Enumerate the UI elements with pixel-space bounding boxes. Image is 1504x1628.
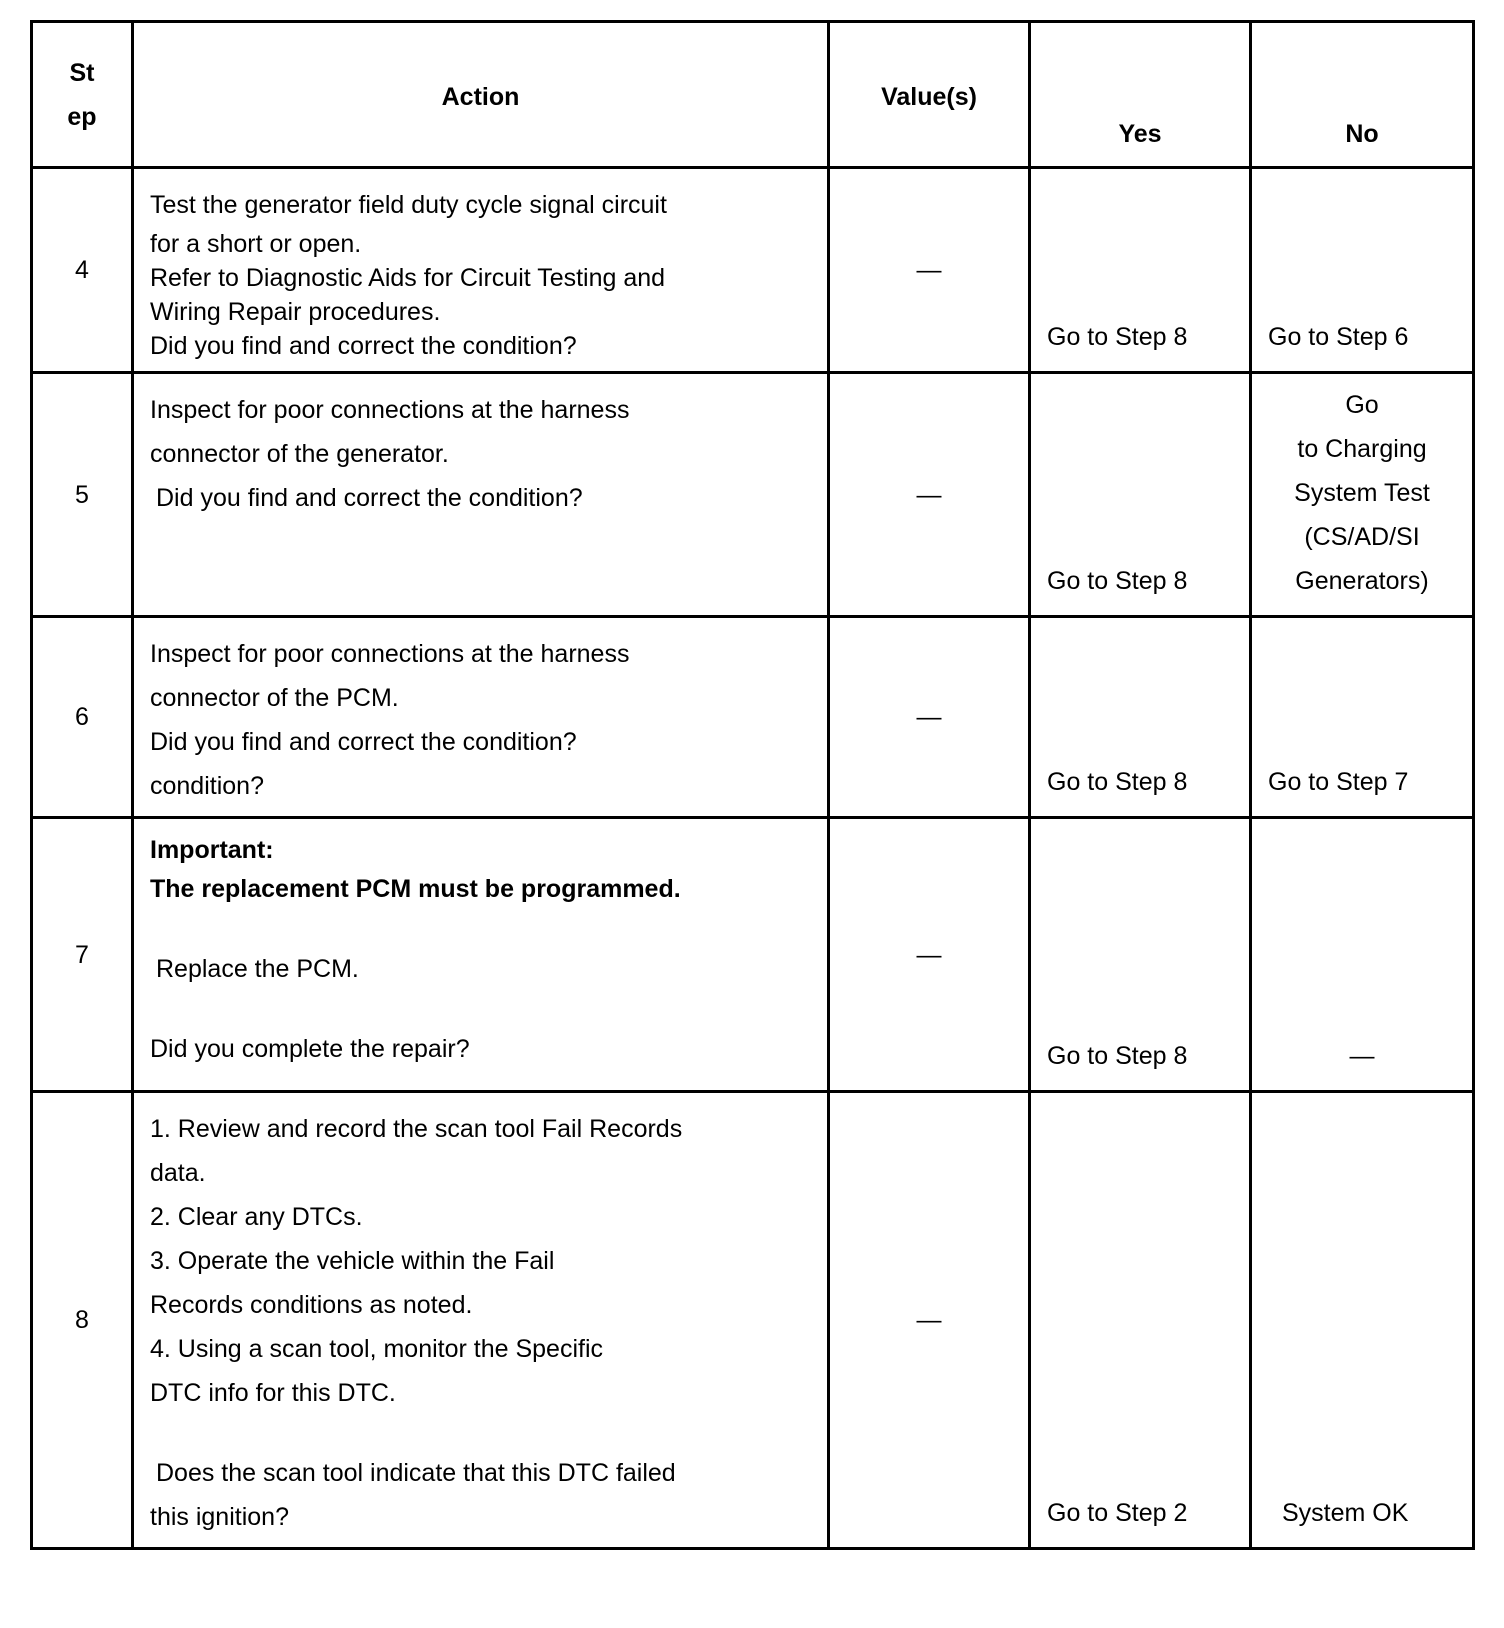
action-line: 2. Clear any DTCs. [150,1203,363,1231]
yes-cell: Go to Step 8 [1030,818,1251,1092]
action-line: Inspect for poor connections at the harness [150,396,630,424]
action-line: Inspect for poor connections at the harness [150,640,630,668]
no-cell: Go to Step 7 [1251,617,1474,818]
action-line: Did you find and correct the condition? [156,484,583,512]
action-line: Refer to Diagnostic Aids for Circuit Testing and [150,264,666,292]
action-cell [133,373,829,617]
step-number: 7 [32,818,133,1092]
values-cell: — [829,1092,1030,1549]
header-row [32,22,1474,168]
header-no: No [1251,22,1474,168]
action-cell [133,617,829,818]
table-row-step-5 [32,373,1474,617]
no-cell: Go to Step 6 [1251,168,1474,373]
values-cell: — [829,818,1030,1092]
values-cell: — [829,617,1030,818]
action-line: 1. Review and record the scan tool Fail Records [150,1115,683,1143]
action-line: Records conditions as noted. [150,1291,473,1319]
action-line: connector of the PCM. [150,684,399,712]
important-title: Important: [150,836,274,864]
header-step-line-2: ep [67,102,97,131]
step-number: 4 [32,168,133,373]
header-step-line-1: St [69,58,95,87]
header-yes: Yes [1030,22,1251,168]
action-line: connector of the generator. [150,440,449,468]
yes-cell: Go to Step 8 [1030,617,1251,818]
action-line: this ignition? [150,1503,289,1531]
action-line: Wiring Repair procedures. [150,298,441,326]
table-row-step-4 [32,168,1474,373]
no-line: System Test [1294,479,1430,507]
no-cell: System OK [1251,1092,1474,1549]
action-line: Does the scan tool indicate that this DTC failed [156,1459,676,1487]
table-row-step-8 [32,1092,1474,1549]
action-cell [133,168,829,373]
no-line: (CS/AD/SI [1304,523,1420,551]
no-line: to Charging [1297,435,1427,463]
table-row-step-6 [32,617,1474,818]
yes-cell: Go to Step 2 [1030,1092,1251,1549]
action-line: Did you find and correct the condition? [150,332,577,360]
no-cell [1251,373,1474,617]
step-number: 5 [32,373,133,617]
important-text: The replacement PCM must be programmed. [150,875,681,903]
values-cell: — [829,168,1030,373]
action-line: Replace the PCM. [156,955,359,983]
action-line: Did you find and correct the condition? [150,728,577,756]
action-line: DTC info for this DTC. [150,1379,396,1407]
step-number: 8 [32,1092,133,1549]
header-values: Value(s) [829,22,1030,168]
table-row-step-7 [32,818,1474,1092]
diagnostic-table [30,20,1475,1550]
no-line: Generators) [1295,567,1429,595]
action-line: Did you complete the repair? [150,1035,470,1063]
yes-cell: Go to Step 8 [1030,168,1251,373]
step-number: 6 [32,617,133,818]
yes-cell: Go to Step 8 [1030,373,1251,617]
action-cell [133,818,829,1092]
action-line: 4. Using a scan tool, monitor the Specific [150,1335,604,1363]
header-step [32,22,133,168]
action-line: condition? [150,772,264,800]
no-cell: — [1251,818,1474,1092]
action-cell [133,1092,829,1549]
action-line: for a short or open. [150,230,362,258]
action-line: 3. Operate the vehicle within the Fail [150,1247,555,1275]
action-line: Test the generator field duty cycle signal circuit [150,191,667,219]
no-line: Go [1345,391,1379,419]
header-action: Action [133,22,829,168]
values-cell: — [829,373,1030,617]
action-line: data. [150,1159,206,1187]
